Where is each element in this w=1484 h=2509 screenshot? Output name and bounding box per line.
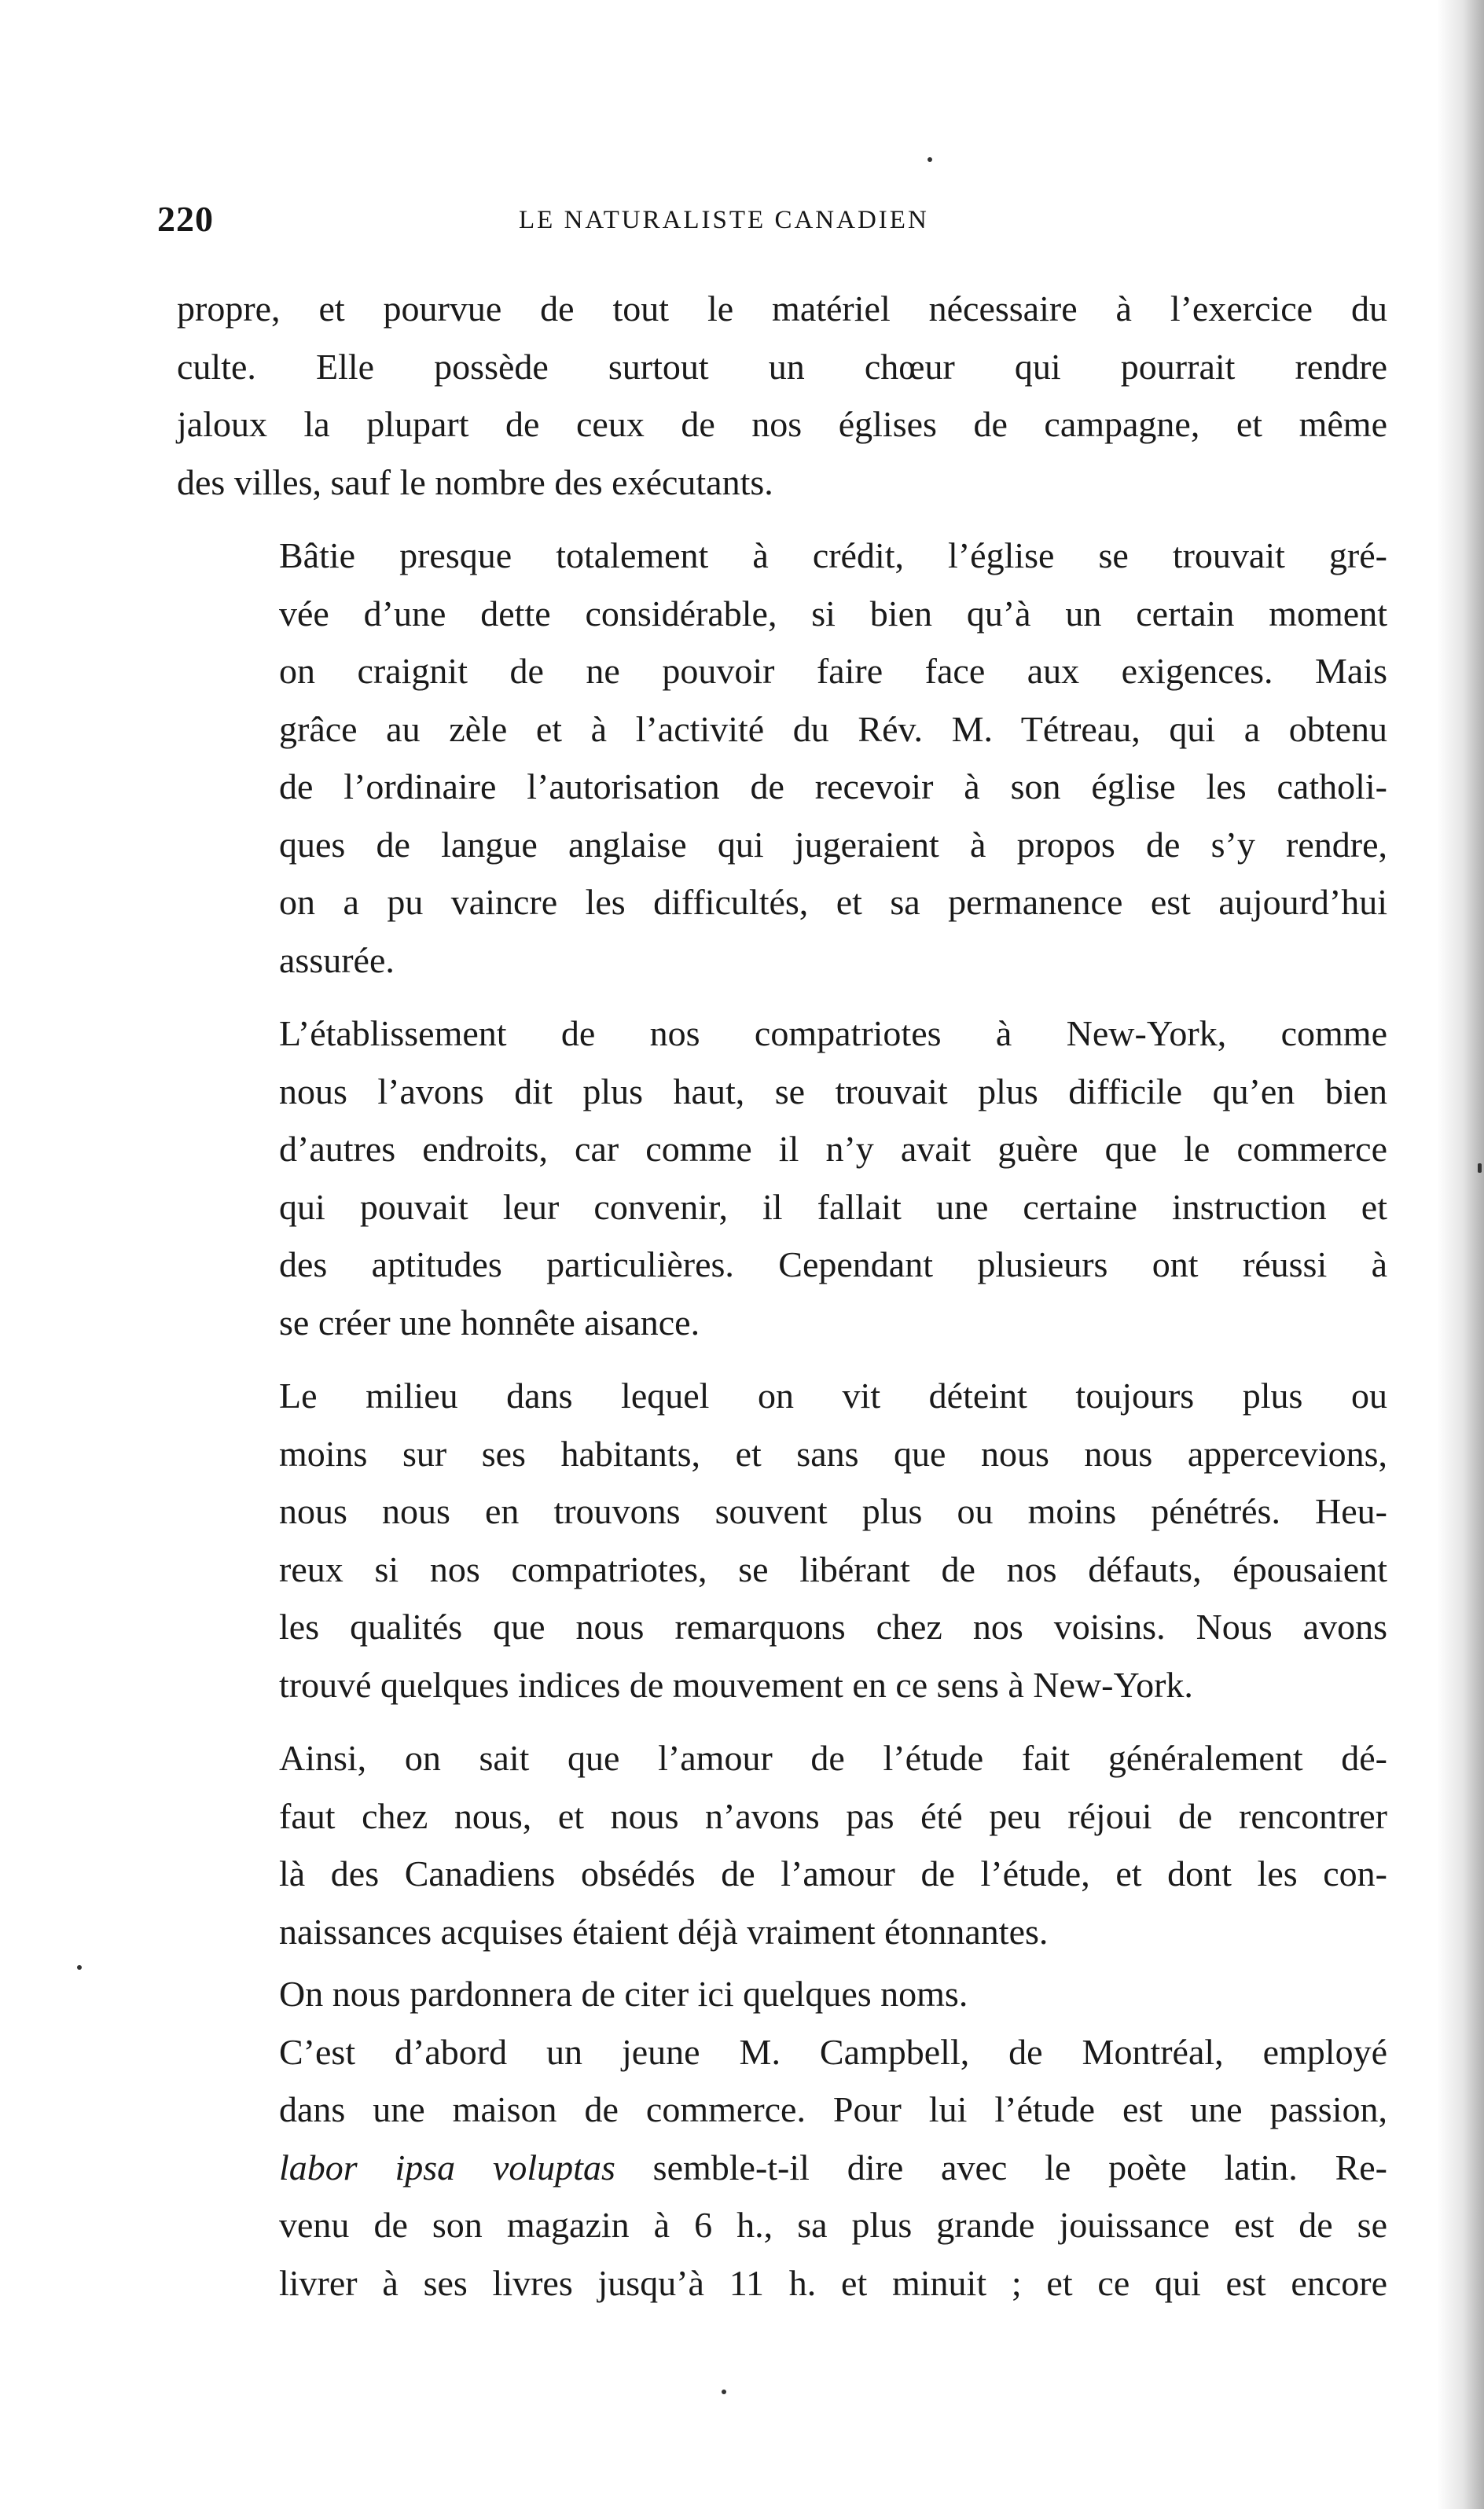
- text-line: naissances acquises étaient déjà vraiment étonnantes.: [279, 1911, 1049, 1952]
- text-line: ques de langue anglaise qui jugeraient à propos de s’y rendre,: [279, 824, 1387, 865]
- running-title: LE NATURALISTE CANADIEN: [519, 206, 929, 234]
- text-line: jaloux la plupart de ceux de nos églises de campagne, et même: [177, 404, 1387, 444]
- paragraph-5: [177, 1729, 1387, 1960]
- latin-phrase: labor ipsa voluptas: [279, 2147, 615, 2188]
- text-line: les qualités que nous remarquons chez nos voisins. Nous avons: [279, 1607, 1387, 1647]
- paragraph-1: [177, 280, 1387, 511]
- text-line: d’autres endroits, car comme il n’y avait guère que le commerce: [279, 1129, 1387, 1169]
- text-line: nous nous en trouvons souvent plus ou moins pénétrés. Heu-: [279, 1491, 1387, 1531]
- paragraph-3: [177, 1005, 1387, 1351]
- text-line: propre, et pourvue de tout le matériel nécessaire à l’exercice du: [177, 288, 1387, 329]
- text-line: reux si nos compatriotes, se libérant de nos défauts, épousaient: [279, 1548, 1387, 1589]
- paragraph-6: [177, 1965, 1387, 2023]
- text-line: vée d’une dette considérable, si bien qu’à un certain moment: [279, 593, 1387, 634]
- text-line: Ainsi, on sait que l’amour de l’étude fait généralement dé-: [279, 1738, 1387, 1778]
- text-line-mixed: [177, 2139, 1387, 2197]
- text-line: Bâtie presque totalement à crédit, l’église se trouvait gré-: [279, 535, 1387, 575]
- text-line: qui pouvait leur convenir, il fallait une certaine instruction et: [279, 1186, 1387, 1227]
- text-line: des aptitudes particulières. Cependant plusieurs ont réussi à: [279, 1244, 1387, 1284]
- print-speck: [77, 1965, 82, 1970]
- body-text: [177, 280, 1387, 2312]
- text-line: trouvé quelques indices de mouvement en ce sens à New-York.: [279, 1664, 1193, 1705]
- text-line: on a pu vaincre les difficultés, et sa permanence est aujourd’hui: [279, 882, 1387, 922]
- page-edge-shadow: [1437, 0, 1484, 2509]
- text-line: là des Canadiens obsédés de l’amour de l’étude, et dont les con-: [279, 1853, 1387, 1894]
- text-line: L’établissement de nos compatriotes à New-York, comme: [279, 1013, 1387, 1053]
- text-line: se créer une honnête aisance.: [279, 1302, 700, 1343]
- text-fragment: semble-t-il dire avec le poète latin. Re-: [615, 2147, 1388, 2188]
- text-line: culte. Elle possède surtout un chœur qui pourrait rendre: [177, 346, 1387, 387]
- text-line: faut chez nous, et nous n’avons pas été peu réjoui de rencontrer: [279, 1795, 1387, 1836]
- paragraph-2: [177, 527, 1387, 989]
- text-line: On nous pardonnera de citer ici quelques noms.: [279, 1974, 968, 2014]
- text-line: moins sur ses habitants, et sans que nous nous appercevions,: [279, 1433, 1387, 1474]
- text-line: assurée.: [279, 939, 395, 980]
- text-line: des villes, sauf le nombre des exécutants.: [177, 461, 773, 502]
- print-speck: [722, 2390, 726, 2394]
- print-speck: [1478, 1163, 1482, 1173]
- text-line: C’est d’abord un jeune M. Campbell, de Montréal, employé: [279, 2031, 1387, 2072]
- page-number: 220: [157, 199, 214, 239]
- text-line: livrer à ses livres jusqu’à 11 h. et minuit ; et ce qui est encore: [279, 2262, 1387, 2303]
- paragraph-7: [177, 2023, 1387, 2312]
- text-line: venu de son magazin à 6 h., sa plus grande jouissance est de se: [279, 2205, 1387, 2245]
- text-line: Le milieu dans lequel on vit déteint toujours plus ou: [279, 1376, 1387, 1416]
- text-line: nous l’avons dit plus haut, se trouvait plus difficile qu’en bien: [279, 1071, 1387, 1111]
- text-line: grâce au zèle et à l’activité du Rév. M. Tétreau, qui a obtenu: [279, 708, 1387, 749]
- page-header: [157, 198, 1383, 245]
- text-line: dans une maison de commerce. Pour lui l’étude est une passion,: [279, 2089, 1387, 2129]
- text-line: de l’ordinaire l’autorisation de recevoir à son église les catholi-: [279, 766, 1387, 806]
- text-line: on craignit de ne pouvoir faire face aux exigences. Mais: [279, 651, 1387, 691]
- paragraph-4: [177, 1367, 1387, 1714]
- print-speck: [928, 157, 932, 162]
